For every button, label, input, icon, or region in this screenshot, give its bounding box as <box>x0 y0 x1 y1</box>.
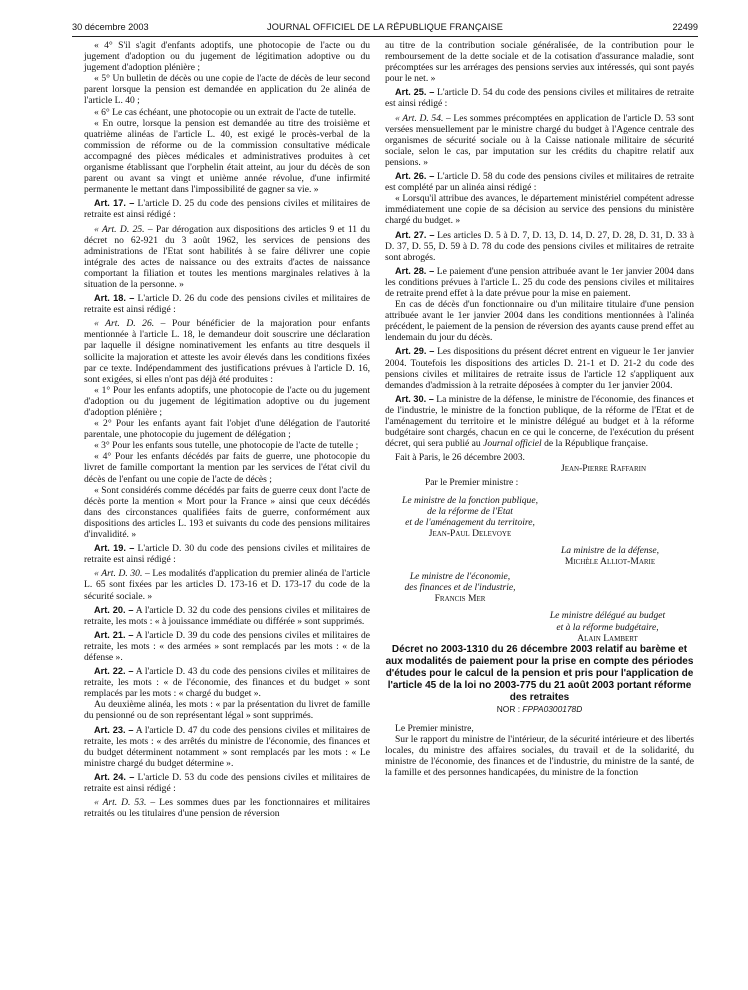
decree-title: Décret no 2003-1310 du 26 décembre 2003 relatif au barème et aux modalités de paiement pour la prise en compte des périodes d'études pour le calcul de la pension et pris pour l'application de l'article 45 de la loi no 2003-775 du 21 août 2003 portant réforme des retraites <box>385 643 694 703</box>
article-text: Les dispositions du présent décret entrent en vigueur le 1er janvier 2004. Toutefois les dispositions des articles D. 21-1 et D. 21-2 du code des pensions civiles et militaires de retraite issus de l'article 12 s'appliquent aux demandes d'admission à la retraite déposées à compter du 1er janvier 2004. <box>385 346 695 391</box>
article-quote <box>84 568 370 601</box>
right-column <box>385 40 694 778</box>
quote-ref: « Art. D. 26. – <box>94 318 166 330</box>
article-17 <box>84 198 370 220</box>
article-20 <box>84 605 370 627</box>
article-label: Art. 24. – <box>94 771 135 782</box>
article-30 <box>385 394 694 449</box>
article-label: Art. 26. – <box>395 171 435 182</box>
paragraph: « 4° S'il s'agit d'enfants adoptifs, une photocopie de l'acte ou du jugement d'adoption ou du jugement de légitimation adoptive ou du jugement d'adoption plénière ; <box>84 40 370 74</box>
quote-ref: « Art. D. 53. – <box>94 797 156 809</box>
article-23 <box>84 725 370 769</box>
quote-text: Pour bénéficier de la majoration pour enfants mentionnée à l'article L. 18, le demandeur doit souscrire une déclaration par laquelle il désigne nominativement les enfants au titre desquels il sollicite la majoration et atteste les avoir élevés dans les conditions fixées par ce texte. Indépendamment des justifications prévues à l'article D. 16, sont exigées, si elles n'ont pas déjà été produites : <box>84 318 370 385</box>
minister-title: La ministre de la défense, <box>560 544 660 556</box>
signature-defense <box>535 545 685 567</box>
minister-name: Alain Lambert <box>577 632 638 644</box>
minister-title: des finances et de l'industrie, <box>404 582 516 594</box>
paragraph: « 5° Un bulletin de décès ou une copie de l'acte de décès de leur second parent lorsque la pension est demandée en application du 2e alinéa de l'article L. 40 ; <box>84 73 370 107</box>
nor-label: NOR : <box>496 703 523 714</box>
signature-economie <box>385 571 535 604</box>
article-label: Art. 23. – <box>94 724 134 735</box>
article-label: Art. 25. – <box>395 87 435 98</box>
article-quote <box>385 113 694 168</box>
article-text: A l'article D. 47 du code des pensions civiles et militaires de retraite, les mots : « des arrêtés du ministre de l'économie, des finances et du budget déterminent notamment » sont remplacés par les mots : « Le ministre chargé du budget détermine ». <box>84 724 371 769</box>
par-le-premier-ministre: Par le Premier ministre : <box>425 477 519 489</box>
list-item: « 3° Pour les enfants sous tutelle, une photocopie de l'acte de tutelle ; <box>94 440 359 452</box>
paragraph: « En outre, lorsque la pension est demandée au titre des troisième et quatrième alinéas de l'article L. 40, est exigé le procès-verbal de la commission de réforme ou de la commission consultative médicale accompagné des pièces médicales et administratives produites à cet organisme établissant que l'orphelin était atteint, au jour du décès de son parent ou avant sa vingt et unième année révolue, d'une infirmité permanente le mettant dans l'impossibilité de gagner sa vie. » <box>84 117 370 196</box>
quote-text: Les sommes dues par les fonctionnaires et militaires retraités ou les titulaires d'une pension de réversion <box>84 797 370 820</box>
article-text: Les articles D. 5 à D. 7, D. 13, D. 14, D. 27, D. 28, D. 31, D. 33 à D. 37, D. 55, D. 59 à D. 78 du code des pensions civiles et militaires de retraite sont abrogés. <box>385 229 694 263</box>
list-item: « 2° Pour les enfants ayant fait l'objet d'une délégation de l'autorité parentale, une photocopie du jugement de délégation ; <box>84 418 370 441</box>
article-label: Art. 29. – <box>395 346 435 357</box>
article-25 <box>385 87 694 109</box>
minister-title: et à la réforme budgétaire, <box>556 621 659 633</box>
paragraph: Au deuxième alinéa, les mots : « par la présentation du livret de famille du pensionné ou de son représentant légal » sont supprimés. <box>84 699 370 722</box>
prime-minister-name: Jean-Pierre Raffarin <box>561 463 646 475</box>
signature-date: Fait à Paris, le 26 décembre 2003. <box>395 452 525 464</box>
article-text: L'article D. 53 du code des pensions civiles et militaires de retraite est ainsi rédigé : <box>84 771 370 794</box>
paragraph: « 6° Le cas échéant, une photocopie ou un extrait de l'acte de tutelle. <box>94 106 356 118</box>
article-18 <box>84 293 370 315</box>
quote-ref: « Art. D. 25. – <box>94 223 153 235</box>
signature-fonction-publique <box>385 495 555 539</box>
article-label: Art. 30. – <box>395 393 434 404</box>
paragraph: Le Premier ministre, <box>395 722 474 734</box>
quote-ref: « Art. D. 54. – <box>395 112 451 124</box>
article-label: Art. 19. – <box>94 543 135 554</box>
journal-officiel-ref: Journal officiel <box>483 438 542 450</box>
article-label: Art. 28. – <box>395 265 435 276</box>
article-label: Art. 21. – <box>94 629 134 640</box>
list-item: « 1° Pour les enfants adoptifs, une photocopie de l'acte ou du jugement d'adoption ou du jugement de légitimation adoptive ou du jugement d'adoption plénière ; <box>84 384 370 418</box>
article-text: Le paiement d'une pension attribuée avant le 1er janvier 2004 dans les conditions prévues à l'article L. 25 du code des pensions civiles et militaires de retraite prend effet à la date prévue pour la mise en paiement. <box>385 265 694 299</box>
article-text: L'article D. 30 du code des pensions civiles et militaires de retraite est ainsi rédigé : <box>84 543 370 566</box>
article-19 <box>84 543 370 565</box>
paragraph: En cas de décès d'un fonctionnaire ou d'un militaire titulaire d'une pension attribuée avant le 1er janvier 2004 dans les conditions mentionnées à l'alinéa précédent, le paiement de la pension de réversion des ayants cause prend effet au lendemain du jour du décès. <box>385 299 694 344</box>
signature-budget <box>525 610 690 643</box>
minister-title: Le ministre délégué au budget <box>549 610 666 622</box>
quote-text: Les modalités d'application du premier alinéa de l'article L. 65 sont fixées par les articles D. 173-16 et D. 173-17 du code de la sécurité sociale. » <box>84 568 370 602</box>
article-quote <box>84 224 370 291</box>
nor-code: FPPA0300178D <box>522 703 583 714</box>
minister-title: de la réforme de l'Etat <box>427 505 513 517</box>
quote-text: Les sommes précomptées en application de l'article D. 53 sont versées mensuellement par le ministre chargé du budget à l'Agence centrale des organismes de sécurité sociale ou à la Caisse nationale militaire de sécurité sociale, selon le cas, par imputation sur les crédits du chapitre relatif aux pensions. » <box>385 112 694 168</box>
article-text: A l'article D. 39 du code des pensions civiles et militaires de retraite, les mots : « des armées » sont remplacés par les mots : « de la défense ». <box>84 629 371 663</box>
article-label: Art. 18. – <box>94 293 135 304</box>
article-label: Art. 22. – <box>94 666 134 677</box>
article-text: A l'article D. 43 du code des pensions civiles et militaires de retraite, les mots : « de l'économie, des finances et du budget » sont remplacés par les mots : « chargé du budget ». <box>84 666 371 700</box>
quote-ref: « Art. D. 30. – <box>94 568 150 580</box>
article-28 <box>385 266 694 299</box>
article-26 <box>385 171 694 193</box>
header-journal-title: JOURNAL OFFICIEL DE LA RÉPUBLIQUE FRANÇAISE <box>267 22 503 32</box>
list-item: « Sont considérés comme décédés par faits de guerre ceux dont l'acte de décès porte la mention « Mort pour la France » ainsi que ceux décédés dans des circonstances qualifiées faits de guerre, conformément aux dispositions des articles L. 193 et suivants du code des pensions militaires d'invalidité. » <box>84 484 370 541</box>
minister-name: Jean-Paul Delevoye <box>428 527 512 539</box>
minister-title: Le ministre de l'économie, <box>409 571 511 583</box>
article-22 <box>84 666 370 699</box>
article-quote: « Lorsqu'il attribue des avances, le département ministériel compétent adresse immédiatement une copie de sa décision au service des pensions du ministère chargé du budget. » <box>385 193 694 227</box>
list-item: « 4° Pour les enfants décédés par faits de guerre, une photocopie du livret de famille comportant la mention par les services de l'état civil du décès de l'enfant ou une copie de l'acte de décès ; <box>84 451 370 485</box>
header-date: 30 décembre 2003 <box>72 22 149 32</box>
paragraph: Sur le rapport du ministre de l'intérieur, de la sécurité intérieure et des libertés locales, du ministre des affaires sociales, du travail et de la solidarité, du ministre de l'économie, des finances et de l'industrie, du ministre de la santé, de la famille et des personnes handicapées, du ministre de la fonction <box>385 733 694 779</box>
quote-text: Par dérogation aux dispositions des articles 9 et 11 du décret no 62-921 du 3 août 1962, les services de pensions des administrations de l'Etat sont habilités à se faire délivrer une copie intégrale des actes de naissance ou des extraits d'actes de naissance comportant la filiation et toutes les mentions marginales relatives à la situation de la personne. » <box>84 223 370 290</box>
article-24 <box>84 772 370 794</box>
article-text: L'article D. 26 du code des pensions civiles et militaires de retraite est ainsi rédigé : <box>84 293 370 316</box>
article-text: L'article D. 25 du code des pensions civiles et militaires de retraite est ainsi rédigé : <box>84 198 370 221</box>
page-header <box>72 20 698 36</box>
minister-name: Michèle Alliot-Marie <box>564 556 656 568</box>
header-page-number: 22499 <box>672 22 698 32</box>
minister-name: Francis Mer <box>434 593 486 605</box>
article-quote <box>84 318 370 385</box>
article-text: La ministre de la défense, le ministre de l'économie, des finances et de l'industrie, le ministre de la fonction publique, de la réforme de l'Etat et de l'aménagement du territoire et le ministre délégué au budget et à la réforme budgétaire sont chargés, chacun en ce qui le concerne, de l'exécution du présent décret, qui sera publié au <box>385 393 695 450</box>
article-text: L'article D. 54 du code des pensions civiles et militaires de retraite est ainsi rédigé : <box>385 87 695 110</box>
left-column <box>84 40 370 819</box>
nor-reference <box>385 704 694 715</box>
article-text-end: de la République française. <box>541 438 649 450</box>
article-27 <box>385 230 694 263</box>
article-21 <box>84 630 370 663</box>
article-29 <box>385 346 694 390</box>
header-rule <box>72 36 698 37</box>
minister-title: et de l'aménagement du territoire, <box>405 516 535 528</box>
article-label: Art. 27. – <box>395 229 435 240</box>
article-label: Art. 20. – <box>94 604 134 615</box>
article-text: A l'article D. 32 du code des pensions civiles et militaires de retraite, les mots : « à jouissance immédiate ou différée » sont supprimés. <box>84 604 371 627</box>
paragraph: au titre de la contribution sociale généralisée, de la contribution pour le remboursement de la dette sociale et de la cotisation d'assurance maladie, sont précomptées sur les arrérages des pensions servies aux intéressés, qui sont payés pour le net. » <box>385 40 694 85</box>
article-text: L'article D. 58 du code des pensions civiles et militaires de retraite est complété par un alinéa ainsi rédigé : <box>385 171 695 194</box>
article-label: Art. 17. – <box>94 198 135 209</box>
article-quote <box>84 797 370 819</box>
minister-title: Le ministre de la fonction publique, <box>402 494 538 506</box>
